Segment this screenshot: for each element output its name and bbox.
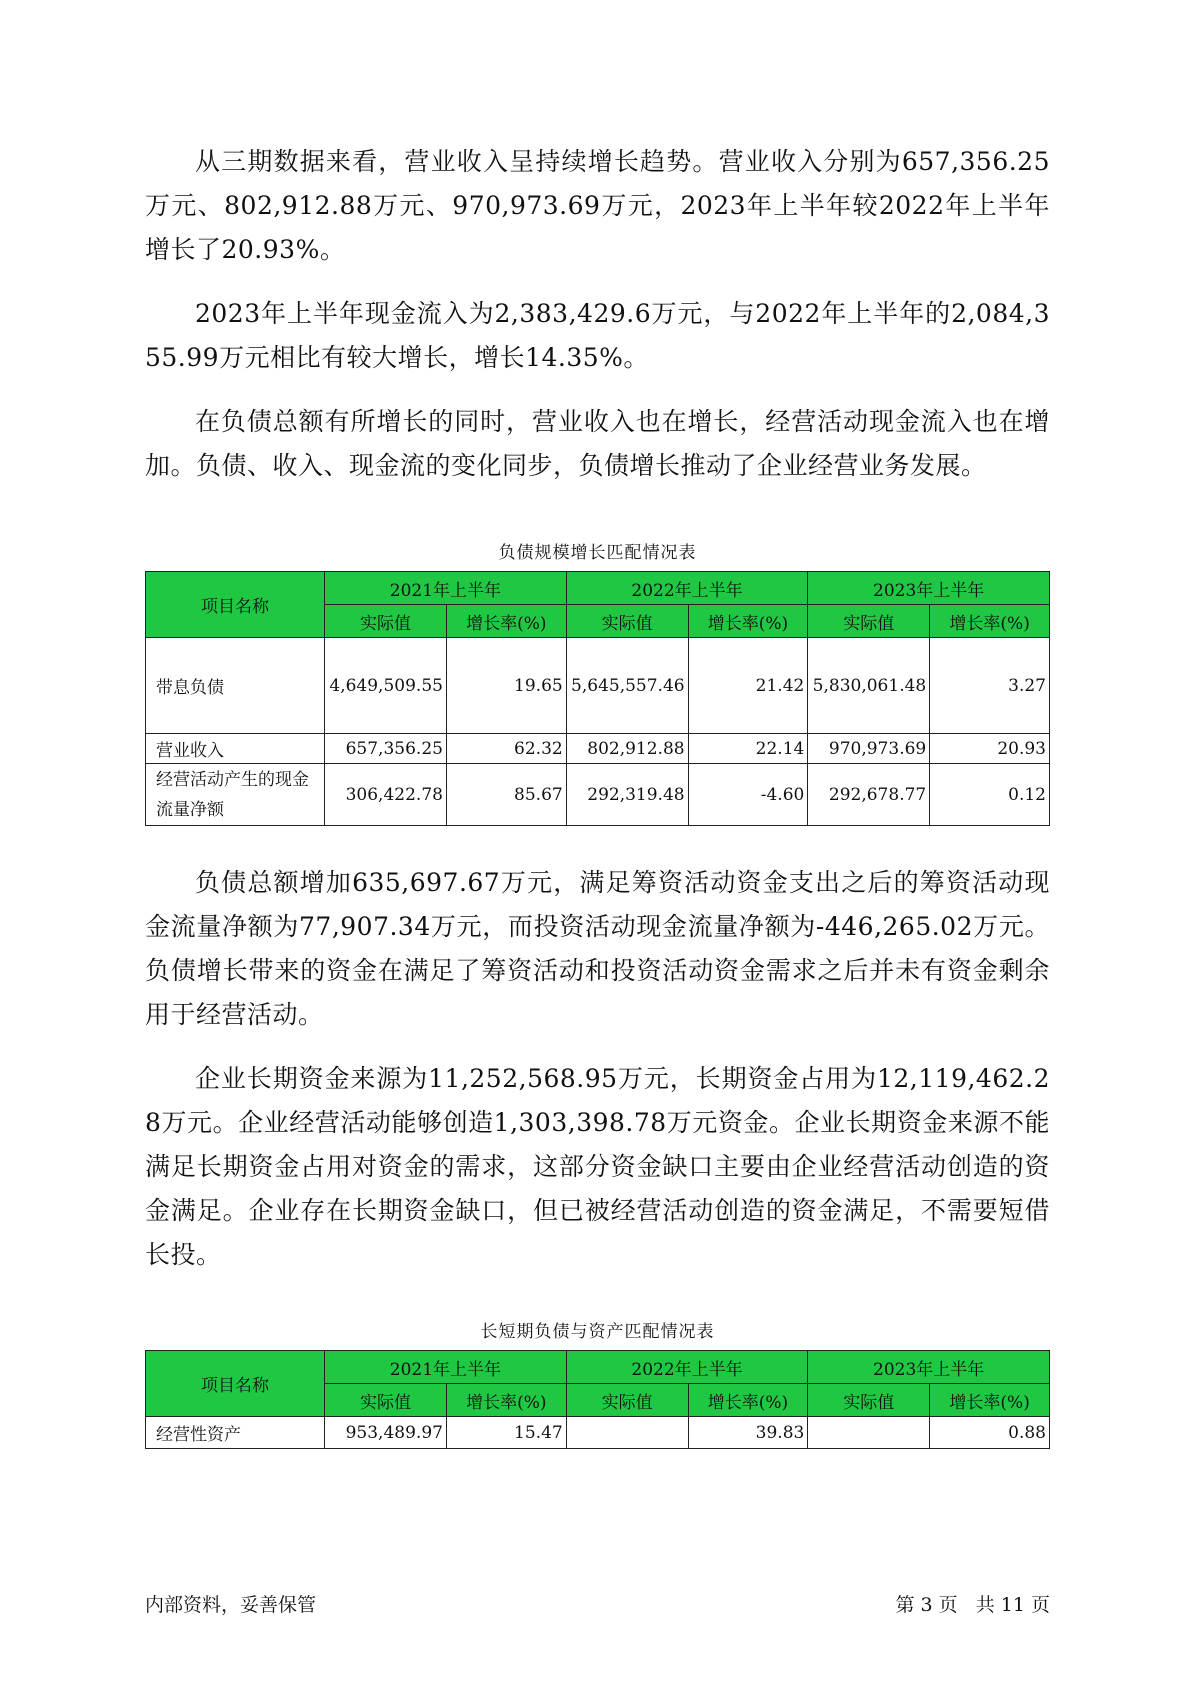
footer-confidential-note: 内部资料，妥善保管	[145, 1594, 317, 1616]
header-actual-value: 实际值	[325, 1384, 447, 1417]
cell-value: 5,645,557.46	[566, 638, 688, 734]
header-growth-rate: 增长率(%)	[688, 1384, 808, 1417]
paragraph-long-term-funds: 企业长期资金来源为11,252,568.95万元，长期资金占用为12,119,462.28万元。企业经营活动能够创造1,303,398.78万元资金。企业长期资金来源不能满足长期资金占用对资金的需求，这部分资金缺口主要由企业经营活动创造的资金满足。企业存在长期资金缺口，但已被经营活动创造的资金满足，不需要短借长投。	[145, 1064, 1050, 1269]
cell-value: 306,422.78	[325, 764, 447, 826]
paragraph-debt-growth: 在负债总额有所增长的同时，营业收入也在增长，经营活动现金流入也在增加。负债、收入、现金流的变化同步，负债增长推动了企业经营业务发展。	[145, 407, 1050, 480]
header-year-2023: 2023年上半年	[808, 1351, 1050, 1384]
table-row	[146, 1417, 1050, 1449]
header-growth-rate: 增长率(%)	[688, 605, 808, 638]
header-growth-rate: 增长率(%)	[930, 605, 1050, 638]
header-actual-value: 实际值	[566, 1384, 688, 1417]
paragraph-financing: 负债总额增加635,697.67万元，满足筹资活动资金支出之后的筹资活动现金流量净额为77,907.34万元，而投资活动现金流量净额为-446,265.02万元。负债增长带来的资金在满足了筹资活动和投资活动资金需求之后并未有资金剩余用于经营活动。	[145, 868, 1050, 1029]
table2-caption: 长短期负债与资产匹配情况表	[480, 1322, 715, 1342]
header-item-name: 项目名称	[146, 572, 325, 638]
header-year-2023: 2023年上半年	[808, 572, 1050, 605]
header-item-name: 项目名称	[146, 1351, 325, 1417]
header-actual-value: 实际值	[566, 605, 688, 638]
paragraph-cash-inflow: 2023年上半年现金流入为2,383,429.6万元，与2022年上半年的2,084,355.99万元相比有较大增长，增长14.35%。	[145, 299, 1050, 372]
row-label: 营业收入	[146, 734, 325, 764]
cell-value: 15.47	[446, 1417, 566, 1449]
debt-scale-table	[145, 571, 1050, 826]
cell-value: 5,830,061.48	[808, 638, 930, 734]
cell-value: 292,678.77	[808, 764, 930, 826]
cell-value: 21.42	[688, 638, 808, 734]
long-short-term-table	[145, 1350, 1050, 1449]
table-row	[146, 764, 1050, 826]
cell-value	[808, 1417, 930, 1449]
header-growth-rate: 增长率(%)	[446, 605, 566, 638]
cell-value: 3.27	[930, 638, 1050, 734]
header-year-2021: 2021年上半年	[325, 1351, 567, 1384]
header-year-2022: 2022年上半年	[566, 572, 808, 605]
cell-value: 292,319.48	[566, 764, 688, 826]
row-label: 经营性资产	[146, 1417, 325, 1449]
header-actual-value: 实际值	[808, 1384, 930, 1417]
cell-value: 970,973.69	[808, 734, 930, 764]
cell-value: 0.12	[930, 764, 1050, 826]
page-footer	[145, 1590, 1050, 1617]
cell-value: 19.65	[446, 638, 566, 734]
cell-value: -4.60	[688, 764, 808, 826]
cell-value: 85.67	[446, 764, 566, 826]
cell-value: 4,649,509.55	[325, 638, 447, 734]
cell-value: 62.32	[446, 734, 566, 764]
header-growth-rate: 增长率(%)	[930, 1384, 1050, 1417]
row-label: 经营活动产生的现金流量净额	[146, 764, 325, 826]
cell-value: 657,356.25	[325, 734, 447, 764]
page-number: 第 3 页 共 11 页	[895, 1594, 1050, 1616]
header-actual-value: 实际值	[808, 605, 930, 638]
paragraph-revenue: 从三期数据来看，营业收入呈持续增长趋势。营业收入分别为657,356.25万元、802,912.88万元、970,973.69万元，2023年上半年较2022年上半年增长了20.93%。	[145, 147, 1050, 264]
cell-value: 802,912.88	[566, 734, 688, 764]
cell-value: 953,489.97	[325, 1417, 447, 1449]
table-row	[146, 638, 1050, 734]
row-label: 带息负债	[146, 638, 325, 734]
header-actual-value: 实际值	[325, 605, 447, 638]
table-row	[146, 734, 1050, 764]
cell-value	[566, 1417, 688, 1449]
table1-caption: 负债规模增长匹配情况表	[498, 543, 697, 563]
cell-value: 39.83	[688, 1417, 808, 1449]
cell-value: 20.93	[930, 734, 1050, 764]
header-year-2022: 2022年上半年	[566, 1351, 808, 1384]
header-growth-rate: 增长率(%)	[446, 1384, 566, 1417]
cell-value: 0.88	[930, 1417, 1050, 1449]
header-year-2021: 2021年上半年	[325, 572, 567, 605]
document-body	[145, 140, 1050, 1449]
cell-value: 22.14	[688, 734, 808, 764]
